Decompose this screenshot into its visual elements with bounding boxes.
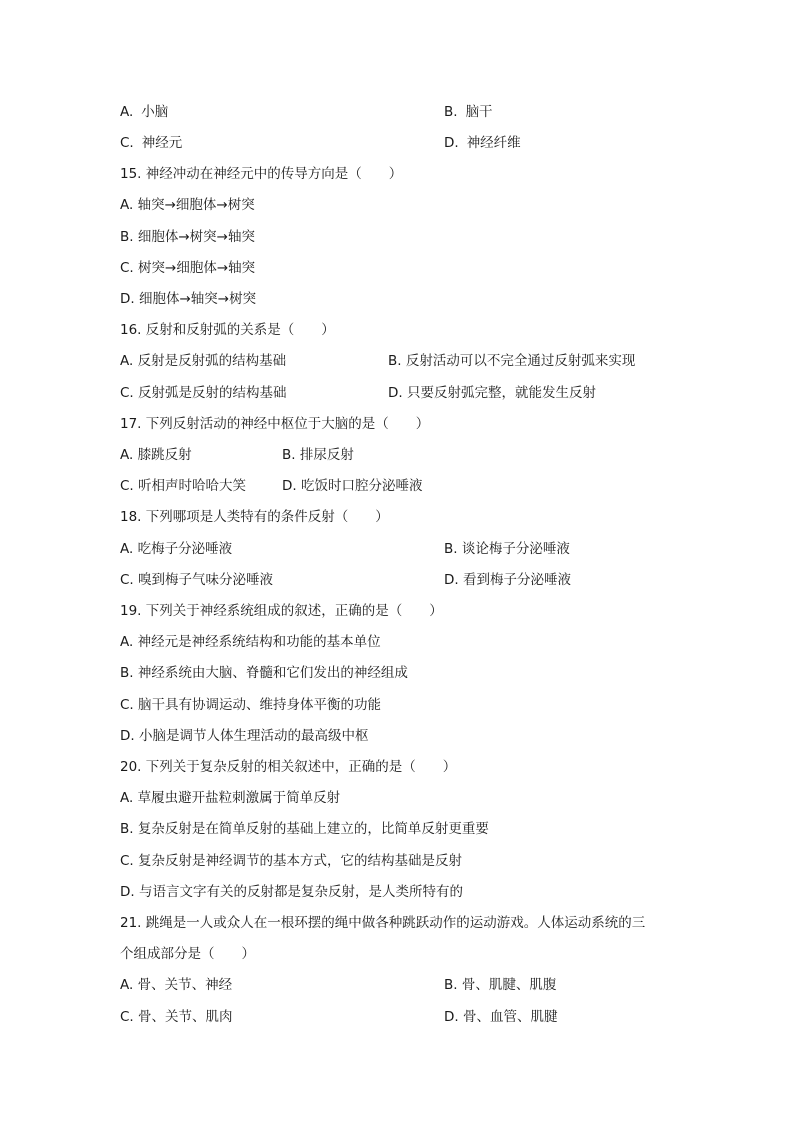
question-16-option-d: D. 只要反射弧完整，就能发生反射 bbox=[388, 385, 596, 401]
question-16-option-a: A. 反射是反射弧的结构基础 bbox=[120, 353, 287, 369]
question-20-option-a: A. 草履虫避开盐粒刺激属于简单反射 bbox=[120, 790, 341, 806]
option-letter: D. bbox=[444, 135, 459, 151]
option-b-line bbox=[444, 103, 493, 121]
question-15-option-c: C. 树突→细胞体→轴突 bbox=[120, 260, 256, 276]
question-21: 21. 跳绳是一人或众人在一根环摆的绳中做各种跳跃动作的运动游戏。人体运动系统的三 bbox=[120, 915, 646, 931]
question-19-option-d: D. 小脑是调节人体生理活动的最高级中枢 bbox=[120, 728, 369, 744]
question-17-option-a: A. 膝跳反射 bbox=[120, 447, 192, 463]
question-15-option-b: B. 细胞体→树突→轴突 bbox=[120, 229, 255, 245]
question-17-option-c: C. 听相声时哈哈大笑 bbox=[120, 478, 247, 494]
question-18-option-b: B. 谈论梅子分泌唾液 bbox=[444, 541, 570, 557]
question-16-option-b: B. 反射活动可以不完全通过反射弧来实现 bbox=[388, 353, 636, 369]
question-19: 19. 下列关于神经系统组成的叙述，正确的是（ ） bbox=[120, 603, 443, 619]
option-letter: A. bbox=[120, 104, 134, 120]
option-a-line bbox=[120, 103, 168, 121]
question-21-option-a: A. 骨、关节、神经 bbox=[120, 977, 233, 993]
option-d-line bbox=[444, 134, 521, 152]
question-16-option-c: C. 反射弧是反射的结构基础 bbox=[120, 385, 287, 401]
question-19-option-c: C. 脑干具有协调运动、维持身体平衡的功能 bbox=[120, 697, 382, 713]
option-text: 神经纤维 bbox=[466, 135, 521, 151]
question-21-option-b: B. 骨、肌腱、肌腹 bbox=[444, 977, 557, 993]
question-20-option-d: D. 与语言文字有关的反射都是复杂反射，是人类所特有的 bbox=[120, 884, 463, 900]
question-16: 16. 反射和反射弧的关系是（ ） bbox=[120, 322, 335, 338]
question-20: 20. 下列关于复杂反射的相关叙述中，正确的是（ ） bbox=[120, 759, 457, 775]
question-21-option-c: C. 骨、关节、肌肉 bbox=[120, 1009, 233, 1025]
option-c-line bbox=[120, 134, 182, 152]
question-21-option-d: D. 骨、血管、肌腱 bbox=[444, 1009, 558, 1025]
question-18-option-c: C. 嗅到梅子气味分泌唾液 bbox=[120, 572, 274, 588]
question-17-option-b: B. 排尿反射 bbox=[282, 447, 354, 463]
question-17: 17. 下列反射活动的神经中枢位于大脑的是（ ） bbox=[120, 416, 430, 432]
question-20-option-b: B. 复杂反射是在简单反射的基础上建立的，比简单反射更重要 bbox=[120, 821, 489, 837]
option-letter: C. bbox=[120, 135, 134, 151]
option-letter: B. bbox=[444, 104, 458, 120]
option-text: 神经元 bbox=[141, 135, 183, 151]
question-15-option-d: D. 细胞体→轴突→树突 bbox=[120, 291, 257, 307]
question-20-option-c: C. 复杂反射是神经调节的基本方式，它的结构基础是反射 bbox=[120, 853, 463, 869]
question-15: 15. 神经冲动在神经元中的传导方向是（ ） bbox=[120, 166, 403, 182]
option-text: 脑干 bbox=[465, 104, 493, 120]
question-17-option-d: D. 吃饭时口腔分泌唾液 bbox=[282, 478, 423, 494]
question-19-option-b: B. 神经系统由大脑、脊髓和它们发出的神经组成 bbox=[120, 665, 408, 681]
option-text: 小脑 bbox=[141, 104, 169, 120]
question-21-continuation: 个组成部分是（ ） bbox=[120, 946, 255, 962]
question-19-option-a: A. 神经元是神经系统结构和功能的基本单位 bbox=[120, 634, 381, 650]
question-15-option-a: A. 轴突→细胞体→树突 bbox=[120, 197, 255, 213]
question-18-option-d: D. 看到梅子分泌唾液 bbox=[444, 572, 571, 588]
question-18-option-a: A. 吃梅子分泌唾液 bbox=[120, 541, 233, 557]
question-18: 18. 下列哪项是人类特有的条件反射（ ） bbox=[120, 509, 389, 525]
